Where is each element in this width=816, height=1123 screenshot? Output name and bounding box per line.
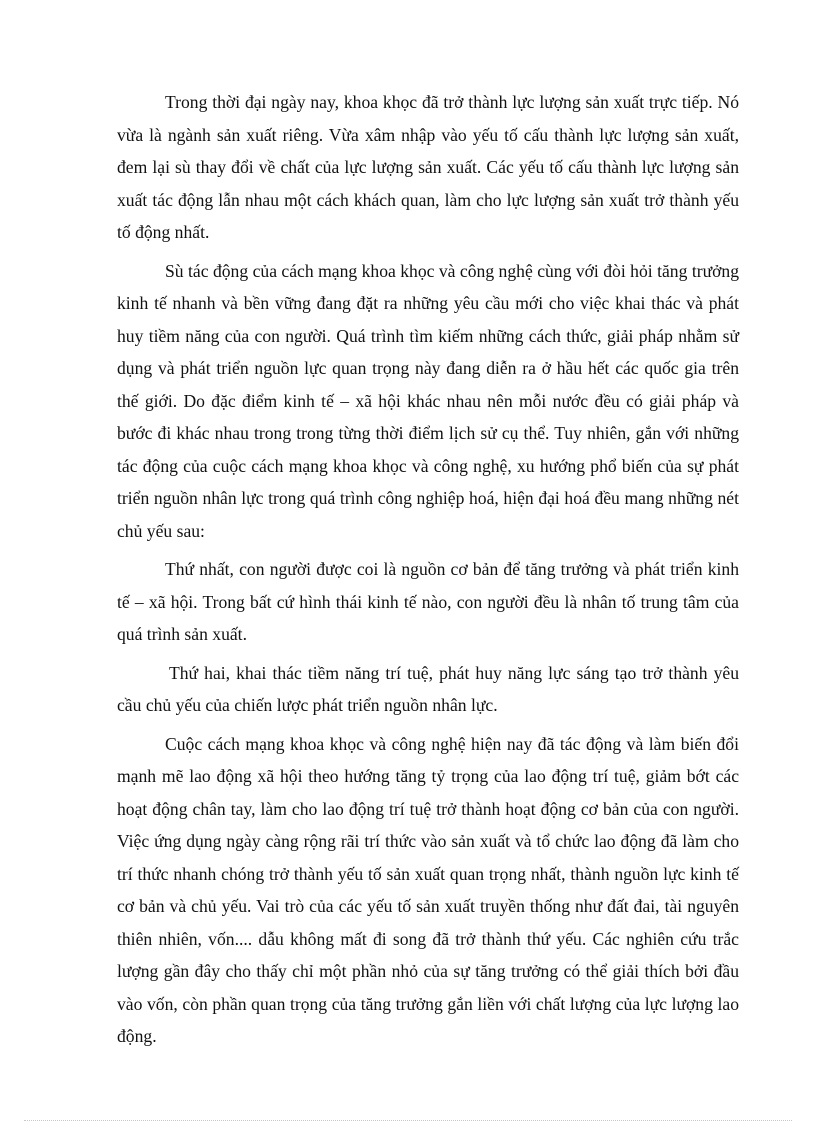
paragraph-1: Trong thời đại ngày nay, khoa khọc đã trở thành lực lượng sản xuất trực tiếp. Nó vừa là ngành sản xuất riêng. Vừa xâm nhập vào yếu tố cấu thành lực lượng sản xuất, đem lại sù thay đổi về chất của lực lượng sản xuất. Các yếu tố cấu thành lực lượng sản xuất tác động lẫn nhau một cách khách quan, làm cho lực lượng sản xuất trở thành yếu tố động nhất. — [117, 92, 739, 242]
paragraph-3: Thứ nhất, con người được coi là nguồn cơ bản để tăng trưởng và phát triển kinh tế – xã hội. Trong bất cứ hình thái kinh tế nào, con người đều là nhân tố trung tâm của quá trình sản xuất. — [117, 559, 739, 644]
footer-divider — [24, 1120, 792, 1121]
document-body — [117, 86, 739, 1053]
paragraph-5: Cuộc cách mạng khoa khọc và công nghệ hiện nay đã tác động và làm biến đổi mạnh mẽ lao động xã hội theo hướng tăng tỷ trọng của lao động trí tuệ, giảm bớt các hoạt động chân tay, làm cho lao động trí tuệ trở thành hoạt động cơ bản của con người. Việc ứng dụng ngày càng rộng rãi trí thức vào sản xuất và tổ chức lao động đã làm cho trí thức nhanh chóng trở thành yếu tố sản xuất quan trọng nhất, thành nguồn lực kinh tế cơ bản và chủ yếu. Vai trò của các yếu tố sản xuất truyền thống như đất đai, tài nguyên thiên nhiên, vốn.... dẫu không mất đi song đã trở thành thứ yếu. Các nghiên cứu trắc lượng gần đây cho thấy chỉ một phần nhỏ của sự tăng trưởng có thể giải thích bởi đầu vào vốn, còn phần quan trọng của tăng trưởng gắn liền với chất lượng của lực lượng lao động. — [117, 733, 739, 1046]
paragraph-4: Thứ hai, khai thác tiềm năng trí tuệ, phát huy năng lực sáng tạo trở thành yêu cầu chủ yếu của chiến lược phát triển nguồn nhân lực. — [117, 662, 739, 715]
paragraph-2: Sù tác động của cách mạng khoa khọc và công nghệ cùng với đòi hỏi tăng trưởng kinh tế nhanh và bền vững đang đặt ra những yêu cầu mới cho việc khai thác và phát huy tiềm năng của con người. Quá trình tìm kiếm những cách thức, giải pháp nhằm sử dụng và phát triển nguồn lực quan trọng này đang diễn ra ở hầu hết các quốc gia trên thế giới. Do đặc điểm kinh tế – xã hội khác nhau nên mỗi nước đều có giải pháp và bước đi khác nhau trong trong từng thời điểm lịch sử cụ thể. Tuy nhiên, gắn với những tác động của cuộc cách mạng khoa khọc và công nghệ, xu hướng phổ biến của sự phát triển nguồn nhân lực trong quá trình công nghiệp hoá, hiện đại hoá đều mang những nét chủ yếu sau: — [117, 260, 739, 541]
